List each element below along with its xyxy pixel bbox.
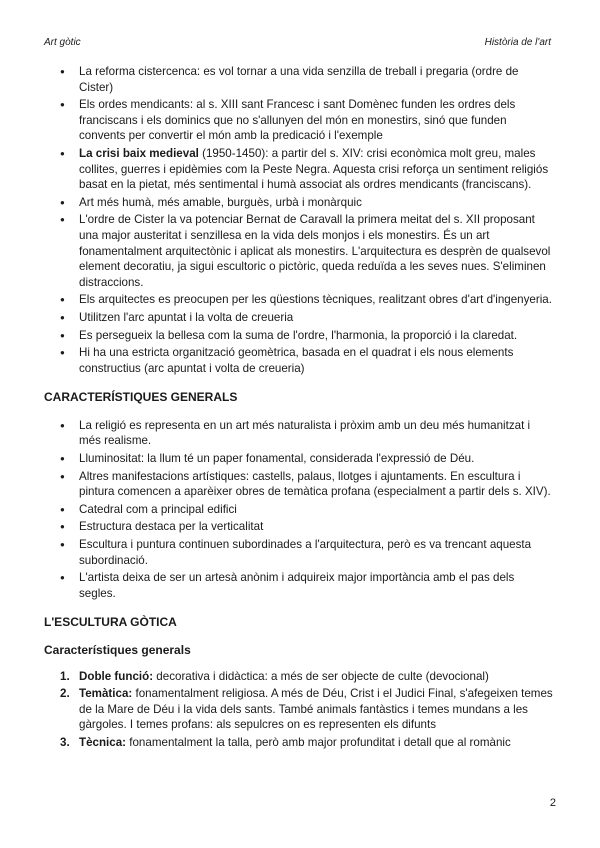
general-characteristics-list [44, 418, 554, 602]
general-characteristic-item: ● Catedral com a principal edifici [44, 502, 554, 518]
intro-item-text: Els arquitectes es preocupen per les qüestions tècniques, realitzant obres d'art d'ingenyeria. [79, 293, 552, 307]
item-bold-term: Doble funció: [79, 669, 154, 683]
item-text: fonamentalment la talla, però amb major profunditat i detall que al romànic [126, 735, 511, 749]
intro-item-text: Utilitzen l'arc apuntat i la volta de creueria [79, 310, 294, 324]
intro-list-item [44, 146, 554, 193]
item-bold-term: Tècnica: [79, 735, 127, 749]
general-characteristic-item: ● La religió es representa en un art més naturalista i pròxim amb un deu més humanitzat i més realisme. [44, 418, 554, 449]
item-bold-term: Temàtica: [79, 687, 133, 701]
general-characteristic-item: ● Estructura destaca per la verticalitat [44, 519, 554, 535]
item-number: 2. [60, 687, 70, 701]
item-number: 3. [60, 735, 70, 749]
intro-item-bold-lead: La crisi baix medieval [79, 146, 199, 160]
intro-list-item [44, 97, 554, 144]
sculpture-characteristic-item [44, 686, 554, 733]
intro-bullet-list [44, 64, 554, 376]
intro-item-text: Art més humà, més amable, burguès, urbà i monàrquic [79, 195, 362, 209]
intro-item-text: Els ordes mendicants: al s. XIII sant Francesc i sant Domènec funden les ordres dels franciscans i els dominics que no s'allunyen del món en monestirs, sinó que funden convents per convertir el món amb la predicació i l'exemple [79, 98, 516, 143]
intro-list-item [44, 310, 554, 326]
sculpture-characteristic-item [44, 735, 554, 751]
header-title-right: Història de l'art [484, 37, 551, 48]
intro-list-item [44, 195, 554, 211]
header-title-left: Art gòtic [44, 37, 81, 48]
intro-list-item [44, 345, 554, 376]
intro-item-text: (1950-1450): a partir del s. XIV: crisi econòmica molt greu, males collites, guerres i epidèmies com la Peste Negra. Aquesta crisi reforça un sentiment religiós basat en la pietat, més sentimental i humà associat als ordres mendicants (franciscans). [79, 146, 549, 192]
intro-item-text: Hi ha una estricta organització geomètrica, basada en el quadrat i els nous elements constructius (arc apuntat i volta de creueria) [79, 346, 514, 375]
general-characteristic-item: ● Escultura i puntura continuen subordinades a l'arquitectura, però es va trencant aquesta subordinació. [44, 537, 554, 568]
item-text: fonamentalment religiosa. A més de Déu, Crist i el Judici Final, s'afegeixen temes de la Mare de Déu i la vida dels sants. També animals fantàstics i temes mundans a les gàrgoles. I temes profans: als sepulcres on es representen els difunts [79, 687, 553, 732]
intro-item-text: La reforma cistercenca: es vol tornar a una vida senzilla de treball i pregaria (ordre de Cister) [79, 65, 519, 94]
general-characteristic-item: ● L'artista deixa de ser un artesà anònim i adquireix major importància amb el pas dels segles. [44, 570, 554, 601]
intro-list-item [44, 328, 554, 344]
page-number: 2 [549, 797, 556, 809]
subheading-general-characteristics: Característiques generals [44, 643, 191, 657]
document-body [44, 64, 554, 753]
intro-list-item [44, 64, 554, 95]
intro-list-item [44, 292, 554, 308]
sculpture-numbered-list [44, 669, 554, 751]
item-number: 1. [60, 669, 70, 683]
section-heading-general-characteristics: CARACTERÍSTIQUES GENERALS [44, 390, 238, 405]
intro-item-text: L'ordre de Cister la va potenciar Bernat de Caravall la primera meitat del s. XII proposant una major austeritat i senzillesa en la vida dels monjos i els monestirs. És un art fonamentalment arquitectònic i aplicat als monestirs. L'arquitectura es desprèn de qualsevol element decoratiu, ja sigui escultoric o pictòric, queda reduïda a les seves nues. S'eliminen distraccions. [79, 213, 551, 289]
section-heading-gothic-sculpture: L'ESCULTURA GÒTICA [44, 615, 177, 630]
general-characteristic-item: ● Lluminositat: la llum té un paper fonamental, considerada l'expressió de Déu. [44, 451, 554, 467]
intro-list-item [44, 212, 554, 290]
intro-item-text: Es persegueix la bellesa com la suma de l'ordre, l'harmonia, la proporció i la claredat. [79, 328, 518, 342]
item-text: decorativa i didàctica: a més de ser objecte de culte (devocional) [153, 669, 489, 683]
general-characteristic-item: ● Altres manifestacions artístiques: castells, palaus, llotges i ajuntaments. En escultura i pintura comencen a aparèixer obres de temàtica profana (especialment a partir dels s. XIV). [44, 469, 554, 500]
sculpture-characteristic-item [44, 669, 554, 685]
